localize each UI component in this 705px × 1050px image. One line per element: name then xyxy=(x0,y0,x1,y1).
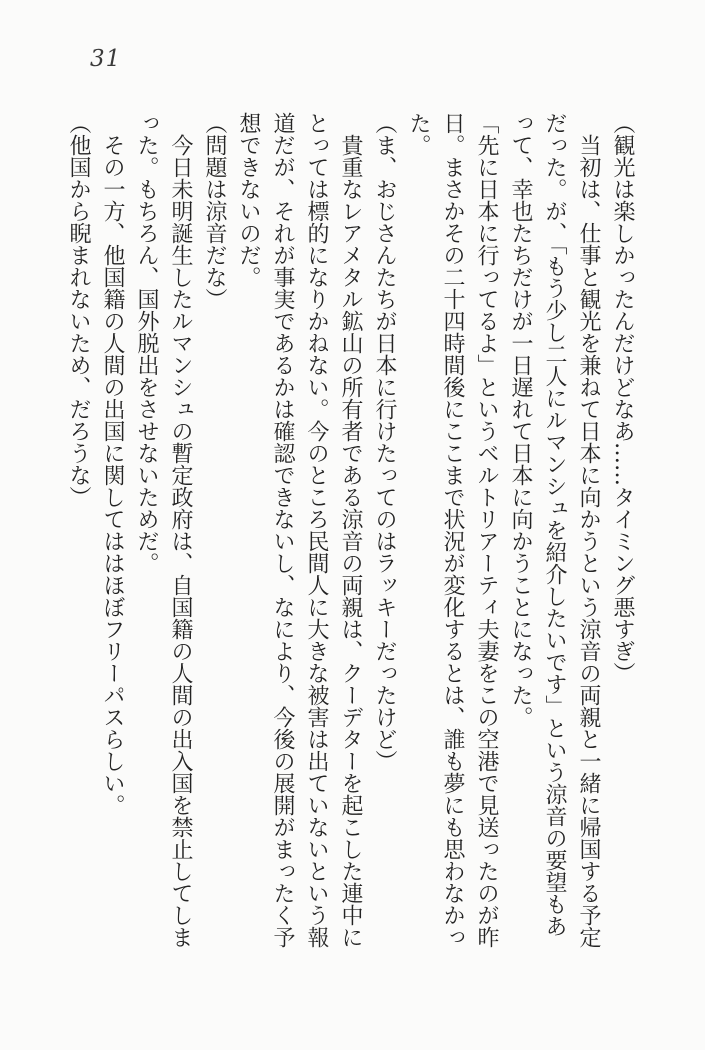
narration-paragraph: 当初は、仕事と観光を兼ねて日本に向かうという涼音の両親と一緒に帰国する予定だった。が、「もう少し二人にルマンシュを紹介したいです」という涼音の要望もあって、幸也たちだけが一日遅れて日本に向かうことになった。 xyxy=(508,112,601,948)
monologue-paragraph: （ま、おじさんたちが日本に行けたってのはラッキーだったけど） xyxy=(372,112,397,772)
narration-paragraph: その一方、他国籍の人間の出国に関してははほぼフリーパスらしい。 xyxy=(100,134,125,816)
narration-paragraph: 「先に日本に行ってるよ」というベルトリアーティ夫妻をこの空港で見送ったのが昨日。まさかその二十四時間後にここまで状況が変化するとは、誰も夢にも思わなかった。 xyxy=(406,112,499,948)
monologue-paragraph: （他国から睨まれないため、だろうな） xyxy=(66,112,91,508)
narration-paragraph: 今日未明誕生したルマンシュの暫定政府は、自国籍の人間の出入国を禁止してしまった。もちろん、国外脱出をさせないためだ。 xyxy=(134,112,193,948)
page-number: 31 xyxy=(90,46,122,72)
narration-paragraph: 貴重なレアメタル鉱山の所有者である涼音の両親は、クーデターを起こした連中にとっては標的になりかねない。今のところ民間人に大きな被害は出ていないという報道だが、それが事実であるかは確認できないし、なにより、今後の展開がまったく予想できないのだ。 xyxy=(236,112,363,948)
vertical-text-block xyxy=(61,112,639,952)
monologue-paragraph: （観光は楽しかったんだけどなあ……タイミング悪すぎ） xyxy=(610,112,635,684)
monologue-paragraph: （問題は涼音だな） xyxy=(202,112,227,310)
